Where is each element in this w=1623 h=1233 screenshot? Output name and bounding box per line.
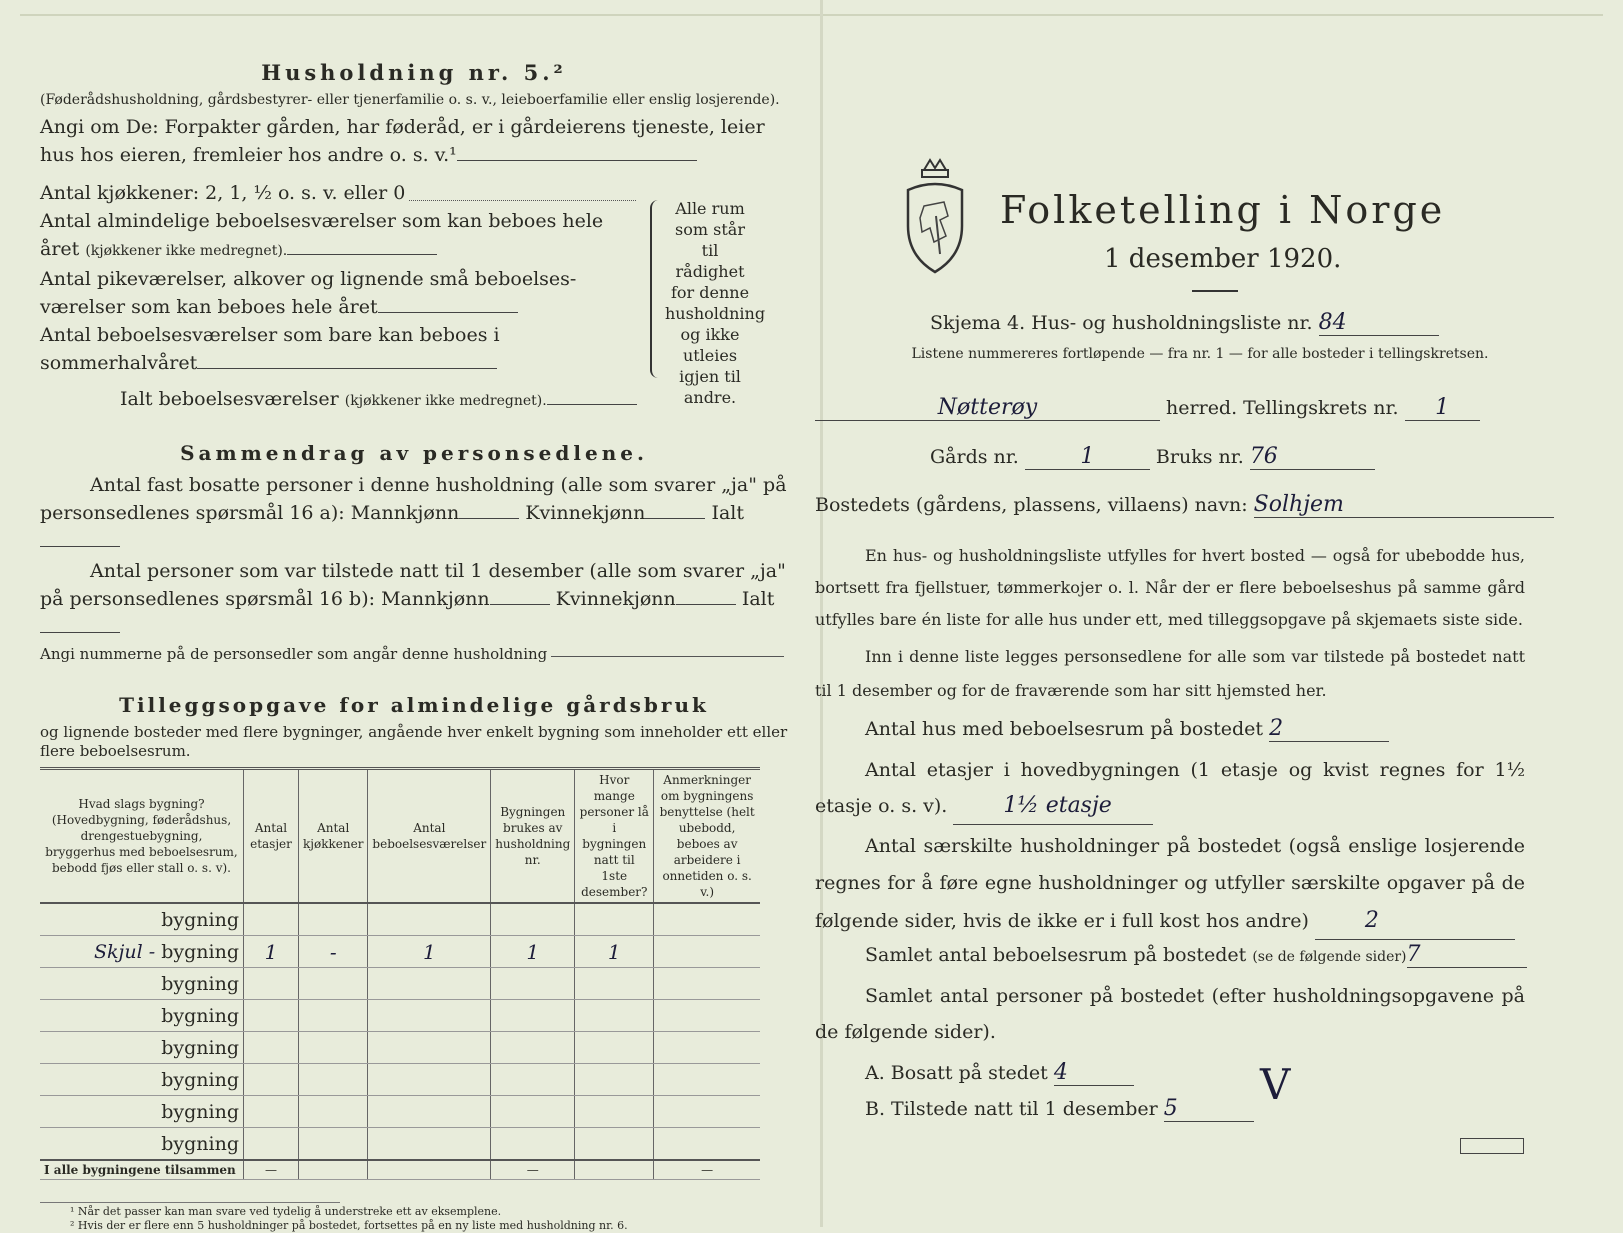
building-kjokkener-cell[interactable] [299, 1064, 368, 1096]
building-vaerelser-cell[interactable] [368, 1128, 491, 1161]
building-vaerelser-cell[interactable] [368, 903, 491, 936]
tillegg-title: Tilleggsopgave for almindelige gårdsbruk [119, 693, 709, 717]
building-vaerelser-cell[interactable]: 1 [368, 936, 491, 968]
saerskilte-line [815, 828, 1525, 940]
tilstede-text: Antal personer som var tilstede natt til 1 desember (alle som svarer „ja" på personsedlenes spørsmål 16 b): [40, 560, 786, 610]
ialt-row [40, 385, 640, 415]
tilstede-mann-label: Mannkjønn [381, 588, 490, 610]
building-anm-cell[interactable] [654, 1064, 760, 1096]
coat-of-arms-icon [904, 156, 966, 276]
form-title: Folketelling i Norge [1000, 188, 1446, 232]
fast-mann-field[interactable] [459, 518, 519, 519]
fast-ialt-field[interactable] [40, 546, 120, 547]
building-anm-cell[interactable] [654, 1000, 760, 1032]
building-hush-cell[interactable] [491, 1128, 575, 1161]
building-kjokkener-cell[interactable] [299, 903, 368, 936]
check-mark: V [1260, 1060, 1291, 1109]
building-row [40, 1096, 760, 1128]
bosatt-value[interactable]: 4 [1054, 1060, 1134, 1086]
building-vaerelser-cell[interactable] [368, 968, 491, 1000]
building-personer-cell[interactable] [575, 1032, 654, 1064]
bruks-label: Bruks nr. [1155, 446, 1244, 468]
buildings-header-row [40, 769, 760, 904]
building-etasjer-cell[interactable] [244, 1128, 299, 1161]
samlet-rum-value[interactable]: 7 [1407, 942, 1527, 968]
building-hush-cell[interactable] [491, 1096, 575, 1128]
samlet-rum-note: (se de følgende sider) [1252, 949, 1407, 965]
building-row [40, 1064, 760, 1096]
total-kjokkener [299, 1160, 368, 1180]
angi-om-text: Angi om De: Forpakter gården, har føderåd, er i gårdeierens tjeneste, leier hus hos eieren, fremleier hos andre o. s. v.¹ [40, 116, 765, 166]
building-etasjer-cell[interactable] [244, 1096, 299, 1128]
building-anm-cell[interactable] [654, 968, 760, 1000]
gards-value[interactable]: 1 [1025, 444, 1150, 470]
building-anm-cell[interactable] [654, 1096, 760, 1128]
building-row [40, 903, 760, 936]
building-kjokkener-cell[interactable] [299, 968, 368, 1000]
tilstede-ialt-field[interactable] [40, 632, 120, 633]
building-name-cell[interactable] [40, 1128, 244, 1161]
alm-rum-label: Antal almindelige beboelsesværelser som kan beboes hele året [40, 210, 604, 260]
bosatt-line [865, 1060, 1134, 1086]
samlet-rum-line [865, 942, 1527, 968]
tilstede-kvinne-field[interactable] [676, 604, 736, 605]
etasjer-value[interactable]: 1½ etasje [953, 788, 1153, 825]
instructions-2: Inn i denne liste legges personsedlene for alle som var tilstede på bostedet natt til 1 desember og for de fraværende som har sitt hjemsted her. [815, 647, 1525, 700]
building-hush-cell[interactable] [491, 1032, 575, 1064]
form-date: 1 desember 1920. [1104, 244, 1342, 274]
rooms-brace [650, 200, 666, 378]
buildings-table [40, 767, 760, 1180]
building-name-cell[interactable] [40, 1064, 244, 1096]
instructions-1: En hus- og husholdningsliste utfylles for hvert bosted — også for ubebodde hus, bortsett fra fjellstuer, tømmerkojer o. l. Når der er flere beboelseshus på samme gård utfylles bare én liste for alle hus under ett, med tilleggsopgave på skjemaets siste side. [815, 546, 1525, 629]
col-etasjer: Antal etasjer [244, 769, 299, 904]
total-personer [575, 1160, 654, 1180]
footnote-1: ¹ Når det passer kan man svare ved tydelig å understreke ett av eksemplene. [70, 1205, 502, 1218]
angi-nummerne-field[interactable] [551, 656, 784, 657]
tilstede-kvinne-label: Kvinnekjønn [555, 588, 676, 610]
antal-hus-line [865, 716, 1389, 742]
pikevaer-label: Antal pikeværelser, alkover og lignende små beboelses-værelser som kan beboes hele året [40, 268, 577, 318]
building-vaerelser-cell[interactable] [368, 1000, 491, 1032]
angi-nummerne-label: Angi nummerne på de personsedler som angår denne husholdning [40, 645, 548, 663]
fast-kvinne-field[interactable] [645, 518, 705, 519]
building-etasjer-cell[interactable] [244, 1032, 299, 1064]
building-name-cell[interactable] [40, 903, 244, 936]
tillegg-text: og lignende bosteder med flere bygninger, angående hver enkelt bygning som inneholder ett eller flere beboelsesrum. [40, 723, 788, 760]
rooms-block [40, 179, 640, 415]
building-hush-cell[interactable] [491, 968, 575, 1000]
building-personer-cell[interactable] [575, 1000, 654, 1032]
building-row [40, 968, 760, 1000]
building-personer-cell[interactable] [575, 1096, 654, 1128]
skjema-nr[interactable]: 84 [1319, 310, 1439, 336]
building-name: Skjul - [94, 940, 156, 963]
building-kjokkener-cell[interactable] [299, 1128, 368, 1161]
bygning-label: bygning [161, 1036, 239, 1059]
antal-hus-label: Antal hus med beboelsesrum på bostedet [865, 718, 1264, 740]
building-vaerelser-cell[interactable] [368, 1096, 491, 1128]
pikevaer-field[interactable] [378, 312, 518, 313]
tellingskrets-value[interactable]: 1 [1405, 395, 1480, 421]
kjokkener-field[interactable] [409, 200, 636, 201]
bygning-label: bygning [161, 972, 239, 995]
bygning-label: bygning [161, 1132, 239, 1155]
building-name-cell[interactable] [40, 968, 244, 1000]
building-kjokkener-cell[interactable] [299, 1096, 368, 1128]
building-anm-cell[interactable] [654, 1032, 760, 1064]
top-edge [20, 14, 1603, 16]
building-personer-cell[interactable] [575, 968, 654, 1000]
building-hush-cell[interactable] [491, 1064, 575, 1096]
gards-line [930, 444, 1375, 470]
buildings-body [40, 903, 760, 1160]
listene-note: Listene nummereres fortløpende — fra nr. 1 — for alle bosteder i tellingskretsen. [911, 346, 1489, 362]
saerskilte-value[interactable]: 2 [1315, 902, 1515, 940]
building-anm-cell[interactable] [654, 903, 760, 936]
building-vaerelser-cell[interactable] [368, 1064, 491, 1096]
bygning-label: bygning [161, 1100, 239, 1123]
alm-rum-note: (kjøkkener ikke medregnet). [85, 243, 288, 259]
building-anm-cell[interactable] [654, 936, 760, 968]
herred-line [815, 395, 1480, 421]
total-husholdning: — [491, 1160, 575, 1180]
col-anmerkninger: Anmerkninger om bygningens benyttelse (helt ubebodd, beboes av arbeidere i onnetiden o. s. v.) [654, 769, 760, 904]
building-etasjer-cell[interactable] [244, 1000, 299, 1032]
building-personer-cell[interactable]: 1 [575, 936, 654, 968]
building-etasjer-cell[interactable] [244, 968, 299, 1000]
ialt-field[interactable] [547, 404, 637, 405]
building-hush-cell[interactable]: 1 [491, 936, 575, 968]
tilstede-ialt-label: Ialt [741, 588, 775, 610]
total-anm: — [654, 1160, 760, 1180]
building-hush-cell[interactable] [491, 1000, 575, 1032]
kjokkener-label: Antal kjøkkener: 2, 1, ½ o. s. v. eller 0 [40, 182, 406, 204]
fast-ialt-label: Ialt [711, 502, 744, 524]
col-bygning: Hvad slags bygning? (Hovedbygning, føderådshus, drengestuebygning, bryggerhus med beboelsesrum, bebodd fjøs eller stall o. s. v). [40, 769, 244, 904]
kjokkener-row [40, 179, 640, 207]
sammendrag-title: Sammendrag av personsedlene. [180, 441, 648, 465]
angi-om [40, 113, 788, 169]
bostedets-label: Bostedets (gårdens, plassens, villaens) navn: [815, 494, 1248, 516]
ialt-label: Ialt beboelsesværelser [120, 388, 339, 410]
pikevaer-row [40, 265, 640, 321]
samlet-pers-line: Samlet antal personer på bostedet (efter husholdningsopgavene på de følgende sider). [815, 985, 1525, 1043]
building-etasjer-cell[interactable]: 1 [244, 936, 299, 968]
tilstede-b-value[interactable]: 5 [1164, 1096, 1254, 1122]
col-husholdning: Bygningen brukes av husholdning nr. [491, 769, 575, 904]
buildings-total-row [40, 1160, 760, 1180]
fast-kvinne-label: Kvinnekjønn [525, 502, 646, 524]
building-anm-cell[interactable] [654, 1128, 760, 1161]
husholdning-title: Husholdning nr. 5.² [261, 60, 567, 85]
total-label: I alle bygningene tilsammen [40, 1160, 244, 1180]
etasjer-line [815, 752, 1525, 825]
bygning-label: bygning [161, 908, 239, 931]
building-name-cell[interactable] [40, 936, 244, 968]
building-name-cell[interactable] [40, 1096, 244, 1128]
sommer-field[interactable] [197, 368, 497, 369]
building-personer-cell[interactable] [575, 903, 654, 936]
building-vaerelser-cell[interactable] [368, 1032, 491, 1064]
building-name-cell[interactable] [40, 1000, 244, 1032]
col-personer: Hvor mange personer lå i bygningen natt til 1ste desember? [575, 769, 654, 904]
tilstede-mann-field[interactable] [490, 604, 550, 605]
total-vaerelser [368, 1160, 491, 1180]
bygning-label: bygning [161, 1068, 239, 1091]
footnote-rule [40, 1202, 340, 1203]
building-kjokkener-cell[interactable] [299, 1032, 368, 1064]
building-row [40, 1000, 760, 1032]
col-kjokkener: Antal kjøkkener [299, 769, 368, 904]
skjema-label: Skjema 4. Hus- og husholdningsliste nr. [930, 312, 1313, 334]
gards-label: Gårds nr. [930, 446, 1019, 468]
building-row [40, 936, 760, 968]
herred-value[interactable]: Nøtterøy [815, 395, 1160, 421]
building-personer-cell[interactable] [575, 1128, 654, 1161]
total-etasjer: — [244, 1160, 299, 1180]
col-vaerelser: Antal beboelsesværelser [368, 769, 491, 904]
sommer-label: Antal beboelsesværelser som bare kan beboes i sommerhalvåret [40, 324, 500, 374]
sommer-row [40, 321, 640, 377]
angi-om-field[interactable] [457, 160, 697, 161]
bostedets-line [815, 492, 1554, 518]
footnote-2: ² Hvis der er flere enn 5 husholdninger på bostedet, fortsettes på en ny liste med husholdning nr. 6. [70, 1219, 628, 1232]
building-kjokkener-cell[interactable]: - [299, 936, 368, 968]
title-rule [1192, 290, 1238, 292]
tilstede [40, 557, 788, 641]
alm-rum-row [40, 207, 640, 265]
building-row [40, 1128, 760, 1161]
tilstede-line [865, 1096, 1254, 1122]
etasjer-label: Antal etasjer i hovedbygningen (1 etasje og kvist regnes for 1½ etasje o. s. v). [815, 759, 1525, 817]
building-etasjer-cell[interactable] [244, 903, 299, 936]
building-row [40, 1032, 760, 1064]
antal-hus-value[interactable]: 2 [1269, 716, 1389, 742]
printer-stamp [1460, 1138, 1524, 1154]
samlet-rum-label: Samlet antal beboelsesrum på bostedet [865, 944, 1247, 966]
rooms-sidebox: Alle rum som står til rådighet for denne husholdning og ikke utleies igjen til andre. [665, 199, 766, 407]
angi-nummerne-row [40, 645, 788, 663]
fast-mann-label: Mannkjønn [350, 502, 460, 524]
building-name-cell[interactable] [40, 1032, 244, 1064]
bostedets-value[interactable]: Solhjem [1254, 492, 1554, 518]
bruks-value[interactable]: 76 [1250, 444, 1375, 470]
building-kjokkener-cell[interactable] [299, 1000, 368, 1032]
building-etasjer-cell[interactable] [244, 1064, 299, 1096]
skjema-line [930, 310, 1439, 336]
fast-bosatte-text: Antal fast bosatte personer i denne husholdning (alle som svarer „ja" på personsedlenes spørsmål 16 a): [40, 474, 787, 524]
ialt-note: (kjøkkener ikke medregnet). [344, 393, 547, 409]
building-personer-cell[interactable] [575, 1064, 654, 1096]
bygning-label: bygning [161, 940, 239, 963]
tilstede-b-label: B. Tilstede natt til 1 desember [865, 1098, 1158, 1120]
saerskilte-label: Antal særskilte husholdninger på bostedet (også enslige losjerende regnes for å føre egne husholdninger og utfyller særskilte opgaver på de følgende sider, hvis de ikke er i full kost hos andre) [815, 835, 1525, 932]
left-page [40, 40, 788, 1233]
husholdning-note: (Føderådshusholdning, gårdsbestyrer- eller tjenerfamilie o. s. v., leieboerfamilie eller enslig losjerende). [40, 92, 780, 108]
fast-bosatte [40, 471, 788, 555]
alm-rum-field[interactable] [287, 254, 437, 255]
bygning-label: bygning [161, 1004, 239, 1027]
herred-label: herred. Tellingskrets nr. [1166, 397, 1399, 419]
bosatt-label: A. Bosatt på stedet [865, 1062, 1048, 1084]
building-hush-cell[interactable] [491, 903, 575, 936]
